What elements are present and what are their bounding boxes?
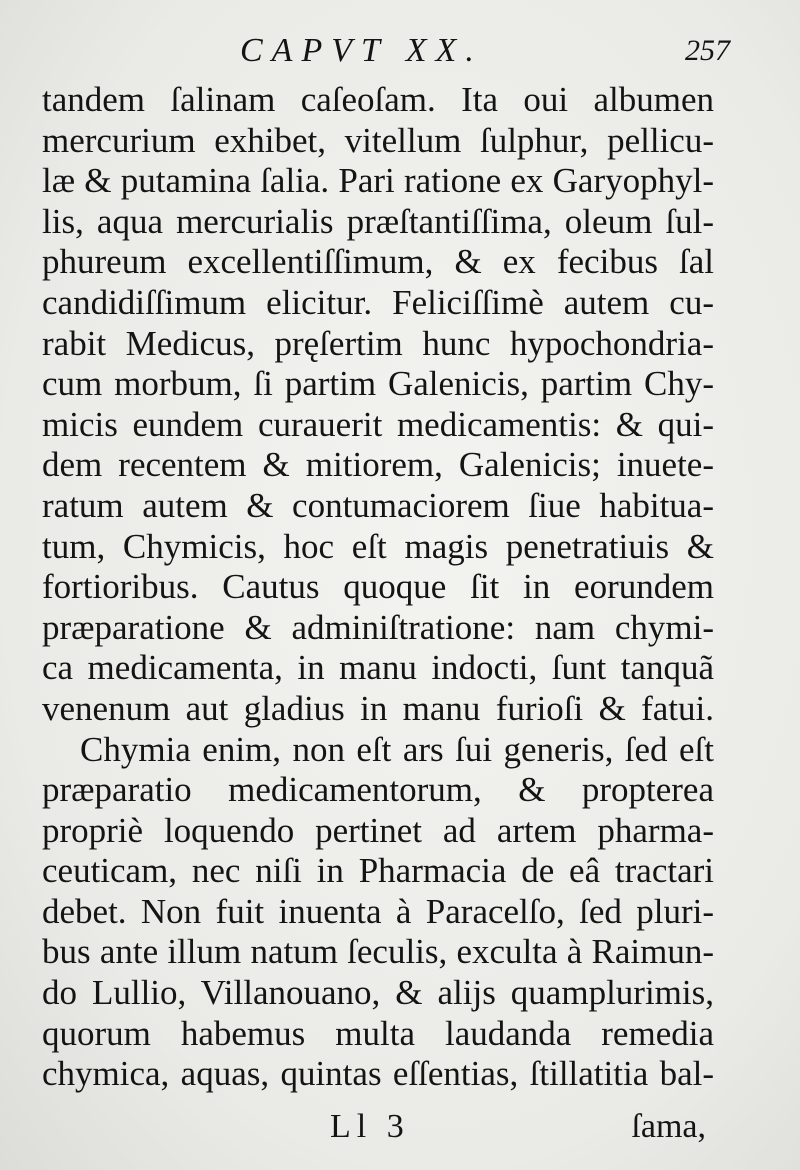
page-footer bbox=[40, 1108, 730, 1158]
text-line: cum morbum, ſi partim Galenicis, partim Chy- bbox=[42, 364, 714, 404]
text-line: chymica, aquas, quintas eſſentias, ſtillatitia bal- bbox=[42, 1054, 714, 1094]
catchword: ſama, bbox=[631, 1108, 706, 1145]
text-line: tum, Chymicis, hoc eſt magis penetratiuis & bbox=[42, 526, 714, 566]
text-line: præparatio medicamentorum, & propterea bbox=[42, 770, 714, 810]
page-header bbox=[40, 28, 730, 78]
text-line: ratum autem & contumaciorem ſiue habitua- bbox=[42, 485, 714, 525]
text-line: læ & putamina ſalia. Pari ratione ex Garyophyl- bbox=[42, 161, 714, 201]
signature-mark: Ll 3 bbox=[330, 1108, 410, 1145]
body-text bbox=[42, 80, 714, 1095]
text-line: micis eundem curauerit medicamentis: & qui- bbox=[42, 404, 714, 444]
text-line: do Lullio, Villanouano, & alijs quamplurimis, bbox=[42, 973, 714, 1013]
text-line: ca medicamenta, in manu indocti, ſunt tanquã bbox=[42, 648, 714, 688]
text-line: propriè loquendo pertinet ad artem pharma- bbox=[42, 810, 714, 850]
text-line: lis, aqua mercurialis præſtantiſſima, oleum ſul- bbox=[42, 201, 714, 241]
text-line: præparatione & adminiſtratione: nam chymi- bbox=[42, 607, 714, 647]
page-number: 257 bbox=[685, 34, 730, 67]
text-line: debet. Non fuit inuenta à Paracelſo, ſed pluri- bbox=[42, 891, 714, 931]
text-line: dem recentem & mitiorem, Galenicis; inuete- bbox=[42, 445, 714, 485]
text-line: mercurium exhibet, vitellum ſulphur, pellicu- bbox=[42, 120, 714, 160]
text-line: phureum excellentiſſimum, & ex fecibus ſal bbox=[42, 242, 714, 282]
running-head: CAPVT XX. bbox=[240, 32, 483, 69]
text-line: bus ante illum natum ſeculis, exculta à Raimun- bbox=[42, 932, 714, 972]
text-line: candidiſſimum elicitur. Feliciſſimè autem cu- bbox=[42, 282, 714, 322]
text-line: fortioribus. Cautus quoque ſit in eorundem bbox=[42, 567, 714, 607]
text-line: rabit Medicus, pręſertim hunc hypochondria- bbox=[42, 323, 714, 363]
text-line: tandem ſalinam caſeoſam. Ita oui albumen bbox=[42, 80, 714, 119]
text-line: ceuticam, nec niſi in Pharmacia de eâ tractari bbox=[42, 851, 714, 891]
text-line: venenum aut gladius in manu furioſi & fatui. bbox=[42, 688, 714, 728]
paragraph-start-line: Chymia enim, non eſt ars ſui generis, ſed eſt bbox=[80, 729, 714, 769]
text-line: quorum habemus multa laudanda remedia bbox=[42, 1013, 714, 1053]
